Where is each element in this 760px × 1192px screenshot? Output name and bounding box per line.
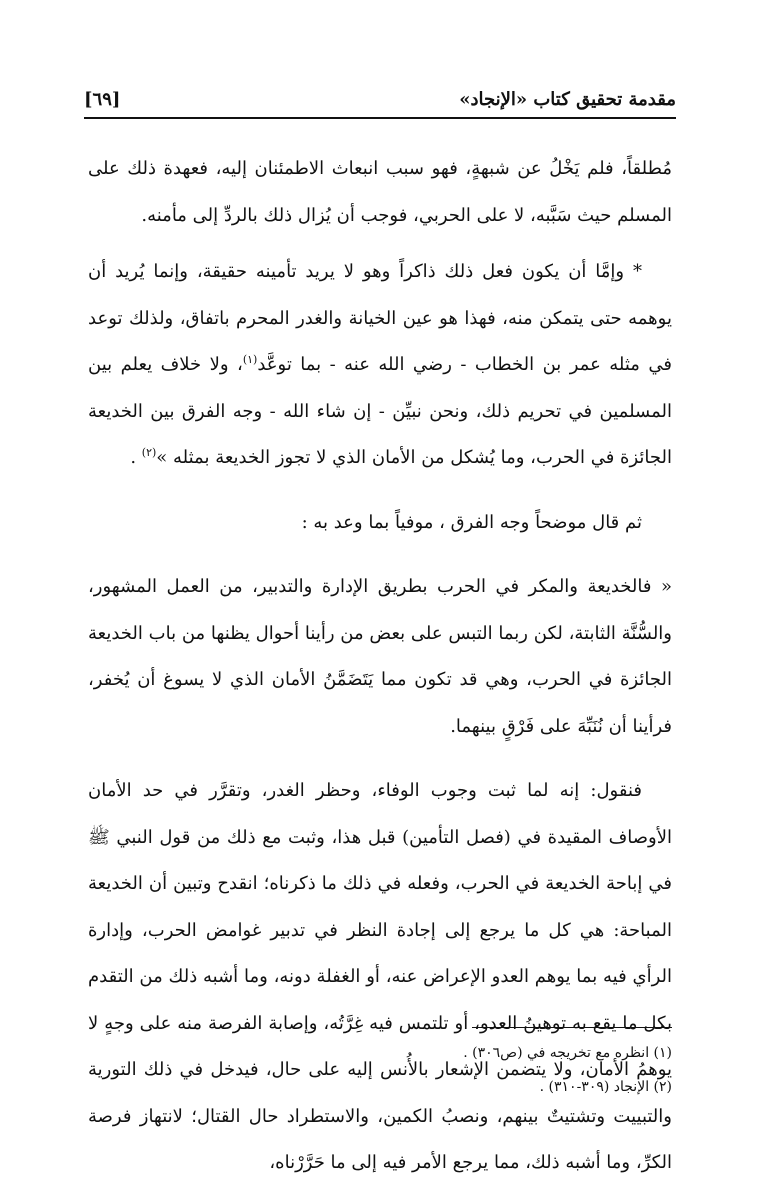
- footnote-2: (٢) الإنجاد (٣٠٩-٣١٠) .: [539, 1079, 672, 1095]
- footnote-1: (١) انظره مع تخريجه في (ص٣٠٦) .: [463, 1045, 672, 1061]
- paragraph-4-quote: « فالخديعة والمكر في الحرب بطريق الإدارة والتدبير، من العمل المشهور، والسُّنَّة الثابتة، لكن ربما التبس على بعض من رأينا أحوال يظنها من باب الخديعة الجائزة في الحرب، وهي قد تكون مما يَتَضَمَّنُ الأمان الذي لا يسوغ أن يُخفر، فرأينا أن نُنَبِّهَ على فَرْقٍ بينهما.: [88, 576, 672, 737]
- paragraph-2: [88, 249, 672, 482]
- footnotes: [88, 1036, 672, 1104]
- paragraph-3: ثم قال موضحاً وجه الفرق ، موفياً بما وعد به :: [301, 511, 642, 533]
- paragraph-2-part-c: .: [130, 447, 142, 468]
- page-number: [٦٩]: [84, 88, 121, 110]
- running-head-title: مقدمة تحقيق كتاب «الإنجاد»: [459, 88, 676, 110]
- paragraph-1: مُطلقاً، فلم يَخْلُ عن شبهةٍ، فهو سبب انبعاث الاطمئنان إليه، فعهدة ذلك على المسلم حيث سَبَّبه، لا على الحربي، فوجب أن يُزال ذلك بالردِّ إلى مأمنه.: [88, 158, 672, 226]
- header-rule: [84, 117, 676, 119]
- footnote-ref-1[interactable]: (١): [242, 353, 258, 366]
- main-text: [88, 146, 672, 1187]
- paragraph-2-part-a: * وإمَّا أن يكون فعل ذلك ذاكراً وهو لا يريد تأمينه حقيقة، وإنما يُريد أن يوهمه حتى يتمكن منه، فهذا هو عين الخيانة والغدر المحرم باتفاق، ولذلك توعد في مثله عمر بن الخطاب - رضي الله عنه - بما توعَّد: [88, 261, 672, 375]
- paragraph-2-part-b: ، ولا خلاف يعلم بين المسلمين في تحريم ذلك، ونحن نبيِّن - إن شاء الله - وجه الفرق بين الخديعة الجائزة في الحرب، وما يُشكل من الأمان الذي لا تجوز الخديعة بمثله »: [88, 354, 672, 468]
- paragraph-5: فنقول: إنه لما ثبت وجوب الوفاء، وحظر الغدر، وتقرَّر في حد الأمان الأوصاف المقيدة في (فصل التأمين) قبل هذا، وثبت مع ذلك من قول النبي ﷺ في إباحة الخديعة في الحرب، وفعله في ذلك ما ذكرناه؛ انقدح وتبين أن الخديعة المباحة: هي كل ما يرجع إلى إجادة النظر في تدبير غوامض الحرب، وإدارة الرأي فيه بما يوهم العدو الإعراض عنه، أو الغفلة دونه، وما أشبه ذلك من التقدم بكل ما يقع به توهينُ العدو، أو تلتمس فيه غِرَّتُه، وإصابة الفرصة منه على وجهٍ لا يوهمُ الأمان، ولا يتضمن الإشعار بالأُنس إليه على حال، فيدخل في ذلك التورية والتبييت وتشتيتٌ بينهم، ونصبُ الكمين، والاستطراد حال القتال؛ لانتهاز فرصة الكرِّ، وما أشبه ذلك، مما يرجع الأمر فيه إلى ما حَرَّرْناه،: [88, 780, 672, 1173]
- footnote-ref-2[interactable]: (٢): [141, 446, 157, 459]
- running-head: [84, 84, 676, 114]
- footnote-rule: [472, 1027, 672, 1028]
